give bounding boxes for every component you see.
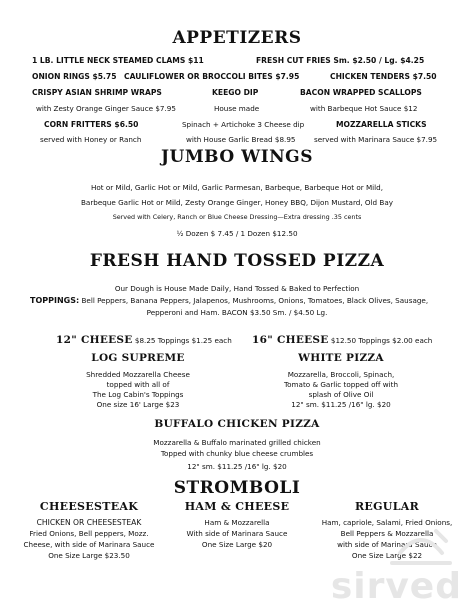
ham-cheese-desc-1: Ham & Mozzarella: [204, 518, 270, 527]
clams-item: 1 LB. LITTLE NECK STEAMED CLAMS $11: [32, 56, 204, 65]
white-pizza-price: 12" sm. $11.25 /16" lg. $20: [291, 400, 391, 409]
ham-cheese-price: One Size Large $20: [201, 540, 273, 549]
onion-rings-item: ONION RINGS $5.75: [32, 72, 117, 81]
spinach-dip-desc: with House Garlic Bread $8.95: [186, 135, 296, 144]
keego-dip-desc: House made: [214, 104, 260, 113]
log-supreme-desc-1: Shredded Mozzarella Cheese: [86, 370, 190, 379]
corn-fritters-item: CORN FRITTERS $6.50: [44, 120, 139, 129]
log-supreme-price: One size 16' Large $23: [96, 400, 180, 409]
regular-desc-2: Bell Peppers & Mozzarella: [340, 529, 434, 538]
white-pizza-desc-1: Mozzarella, Broccoli, Spinach,: [287, 370, 395, 379]
mozzarella-sticks-desc: served with Marinara Sauce $7.95: [314, 135, 438, 144]
stromboli-title: STROMBOLI: [173, 478, 301, 498]
mozzarella-sticks-item: MOZZARELLA STICKS: [336, 120, 427, 129]
cheese-12-heading: 12" CHEESE: [56, 334, 133, 346]
regular-desc-1: Ham, capriole, Salami, Fried Onions,: [321, 518, 453, 527]
cheesesteak-title: CHEESESTEAK: [39, 500, 139, 513]
keego-dip-item: KEEGO DIP: [212, 88, 259, 97]
toppings-label: TOPPINGS:: [30, 296, 80, 305]
log-supreme-desc-3: The Log Cabin's Toppings: [92, 390, 184, 399]
log-supreme-desc-2: topped with all of: [106, 380, 170, 389]
white-pizza-desc-3: splash of Olive Oil: [308, 390, 374, 399]
wings-flavors-1: Hot or Mild, Garlic Hot or Mild, Garlic Parmesan, Barbeque, Barbeque Hot or Mild,: [90, 183, 384, 192]
white-pizza-title: WHITE PIZZA: [298, 352, 384, 364]
wings-prices: ½ Dozen $ 7.45 / 1 Dozen $12.50: [176, 229, 298, 238]
sirved-logo-icon: [386, 523, 456, 569]
cheese-12-price: $8.25 Toppings $1.25 each: [132, 336, 232, 345]
scallops-desc: with Barbeque Hot Sauce $12: [310, 104, 418, 113]
buffalo-pizza-desc-1: Mozzarella & Buffalo marinated grilled chicken: [153, 438, 321, 447]
spinach-dip-item: Spinach + Artichoke 3 Cheese dip: [182, 120, 305, 129]
buffalo-pizza-price: 12" sm. $11.25 /16" lg. $20: [187, 462, 287, 471]
cheese-16-heading: 16" CHEESE: [252, 334, 329, 346]
corn-fritters-desc: served with Honey or Ranch: [40, 135, 142, 144]
cheese-16-price: $12.50 Toppings $2.00 each: [328, 336, 433, 345]
cauliflower-item: CAULIFLOWER OR BROCCOLI BITES $7.95: [124, 72, 300, 81]
scallops-item: BACON WRAPPED SCALLOPS: [300, 88, 422, 97]
pizza-toppings-line2: Pepperoni and Ham. BACON $3.50 Sm. / $4.50 Lg.: [146, 308, 328, 317]
sirved-watermark: sirved: [330, 566, 462, 607]
pizza-toppings-line1: [30, 296, 428, 305]
regular-price: One Size Large $22: [351, 551, 423, 560]
buffalo-pizza-title: BUFFALO CHICKEN PIZZA: [154, 418, 320, 430]
chicken-tenders-item: CHICKEN TENDERS $7.50: [330, 72, 437, 81]
fries-item: FRESH CUT FRIES Sm. $2.50 / Lg. $4.25: [256, 56, 425, 65]
ham-cheese-desc-2: With side of Marinara Sauce: [186, 529, 288, 538]
cheese-16-line: [252, 328, 432, 347]
pizza-intro: Our Dough is House Made Daily, Hand Tossed & Baked to Perfection: [114, 284, 360, 293]
buffalo-pizza-desc-2: Topped with chunky blue cheese crumbles: [160, 449, 314, 458]
cheesesteak-desc-1: CHICKEN OR CHEESESTEAK: [36, 518, 142, 527]
white-pizza-desc-2: Tomato & Garlic topped off with: [283, 380, 398, 389]
wings-flavors-2: Barbeque Garlic Hot or Mild, Zesty Orange Ginger, Honey BBQ, Dijon Mustard, Old Bay: [81, 198, 393, 207]
wings-served-with: Served with Celery, Ranch or Blue Cheese Dressing—Extra dressing .35 cents: [112, 213, 362, 221]
shrimp-wraps-desc: with Zesty Orange Ginger Sauce $7.95: [36, 104, 176, 113]
shrimp-wraps-item: CRISPY ASIAN SHRIMP WRAPS: [32, 88, 162, 97]
toppings-list-1: Bell Peppers, Banana Peppers, Jalapenos, Mushrooms, Onions, Tomatoes, Black Olives, Sausage,: [79, 296, 429, 305]
appetizers-title: APPETIZERS: [172, 28, 302, 48]
cheese-12-line: [56, 328, 232, 347]
cheesesteak-desc-2: Fried Onions, Bell peppers, Mozz.: [29, 529, 149, 538]
log-supreme-title: LOG SUPREME: [91, 352, 185, 364]
regular-title: REGULAR: [354, 500, 420, 513]
ham-cheese-title: HAM & CHEESE: [184, 500, 290, 513]
regular-desc-3: with side of Marinara Sauce: [337, 540, 437, 549]
cheesesteak-desc-3: Cheese, with side of Marinara Sauce: [23, 540, 155, 549]
cheesesteak-price: One Size Large $23.50: [48, 551, 130, 560]
pizza-title: FRESH HAND TOSSED PIZZA: [89, 251, 385, 271]
wings-title: JUMBO WINGS: [161, 147, 313, 167]
